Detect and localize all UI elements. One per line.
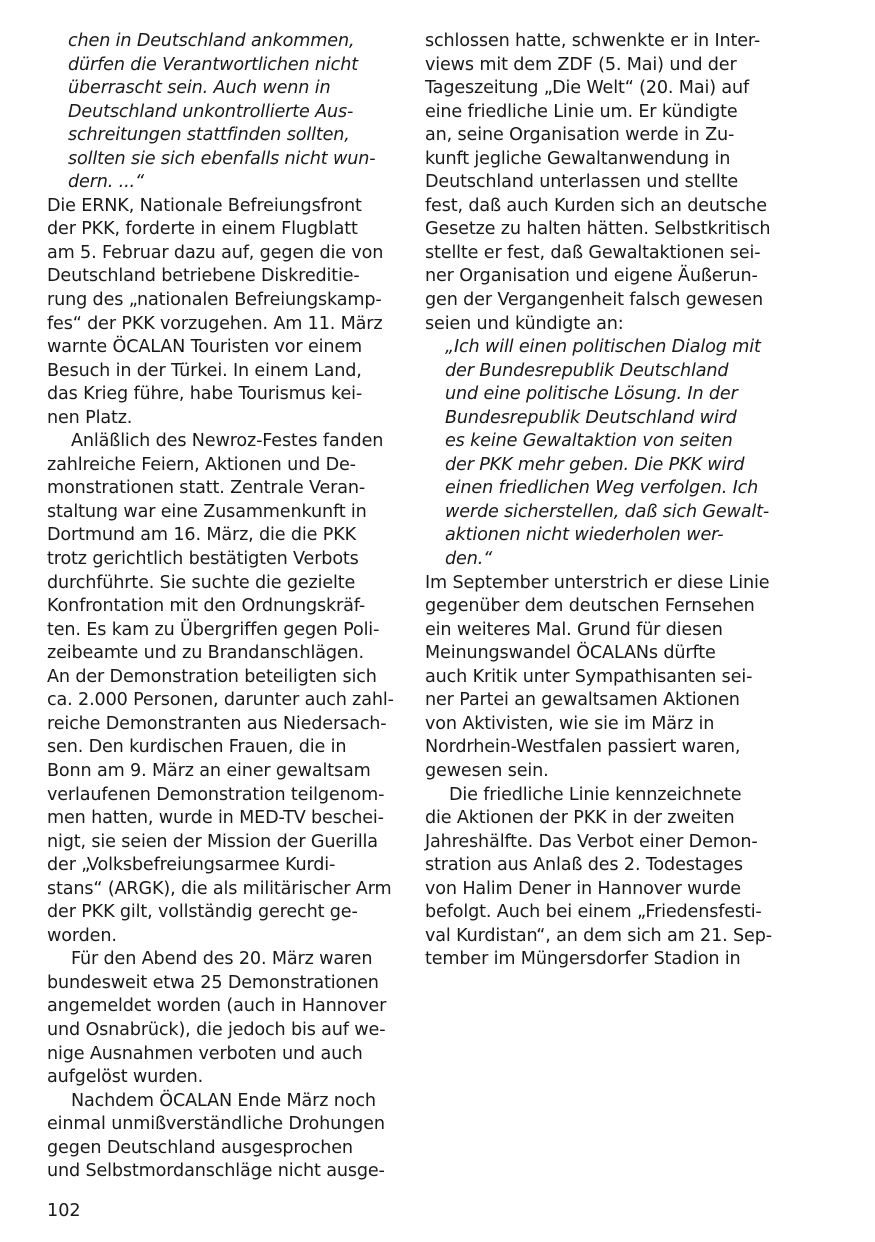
- right-quote-line: werde sicherstellen, daß sich Gewalt-: [445, 501, 770, 522]
- text-line: Im September unterstrich er diese Linie: [425, 572, 770, 593]
- text-line: Gesetze zu halten hätten. Selbstkritisch: [425, 219, 771, 240]
- text-line: val Kurdistan“, an dem sich am 21. Sep-: [425, 925, 772, 946]
- text-line: warnte ÖCALAN Touristen vor einem: [47, 337, 363, 358]
- right-paragraph-peaceful-line: [425, 784, 775, 972]
- text-line: fes“ der PKK vorzugehen. Am 11. März: [47, 313, 383, 334]
- text-line: ten. Es kam zu Übergriffen gegen Poli-: [47, 619, 380, 640]
- text-line: Dortmund am 16. März, die die PKK: [47, 525, 357, 546]
- text-line: Deutschland unterlassen und stellte: [425, 172, 739, 193]
- text-line: Deutschland betriebene Diskreditie-: [47, 266, 360, 287]
- text-line: stration aus Anlaß des 2. Todestages: [425, 855, 743, 876]
- text-line: gen der Vergangenheit falsch gewesen: [425, 290, 763, 311]
- text-line: An der Demonstration beteiligten sich: [47, 666, 377, 687]
- text-line: am 5. Februar dazu auf, gegen die von: [47, 242, 384, 263]
- left-quote-line: Deutschland unkontrollierte Aus-: [68, 101, 354, 122]
- text-line: der „Volksbefreiungsarmee Kurdi-: [47, 855, 336, 876]
- text-line: gegen Deutschland ausgesprochen: [47, 1137, 353, 1158]
- left-quote-line: chen in Deutschland ankommen,: [68, 31, 355, 51]
- text-line: aufgelöst wurden.: [47, 1067, 204, 1088]
- left-quote-line: sollten sie sich ebenfalls nicht wun-: [68, 148, 376, 169]
- right-quote-line: und eine politische Lösung. In der: [445, 384, 738, 405]
- text-line: einmal unmißverständliche Drohungen: [47, 1114, 385, 1135]
- text-line: seien und kündigte an:: [425, 313, 624, 334]
- text-line: verlaufenen Demonstration teilgenom-: [47, 784, 385, 805]
- text-line: befolgt. Auch bei einem „Friedensfesti-: [425, 902, 762, 923]
- text-line: der PKK, forderte in einem Flugblatt: [47, 219, 358, 240]
- text-line: an, seine Organisation werde in Zu-: [425, 125, 735, 146]
- text-line: auch Kritik unter Sympathisanten sei-: [425, 666, 753, 687]
- right-column: [425, 30, 775, 972]
- left-quote-line: dern. ...“: [68, 172, 144, 193]
- text-line: Meinungswandel ÖCALANs dürfte: [425, 643, 716, 664]
- text-line: kunft jegliche Gewaltanwendung in: [425, 148, 731, 169]
- text-line: durchführte. Sie suchte die gezielte: [47, 572, 356, 593]
- text-line: views mit dem ZDF (5. Mai) und der: [425, 54, 737, 75]
- left-quote-line: schreitungen stattfinden sollten,: [68, 125, 350, 146]
- text-line: nige Ausnahmen verboten und auch: [47, 1043, 363, 1064]
- text-line: angemeldet worden (auch in Hannover: [47, 996, 387, 1017]
- right-paragraph-intro: [425, 30, 775, 336]
- text-line: und Selbstmordanschläge nicht ausge-: [47, 1161, 385, 1182]
- text-line: Jahreshälfte. Das Verbot einer Demon-: [425, 831, 758, 852]
- left-quote-line: dürfen die Verantwortlichen nicht: [68, 54, 358, 75]
- right-quote-line: der PKK mehr geben. Die PKK wird: [445, 454, 745, 475]
- text-line: schlossen hatte, schwenkte er in Inter-: [425, 31, 761, 51]
- text-line: rung des „nationalen Befreiungskamp-: [47, 290, 382, 311]
- text-line: tember im Müngersdorfer Stadion in: [425, 949, 741, 970]
- text-line: Nachdem ÖCALAN Ende März noch: [71, 1090, 376, 1111]
- text-line: eine friedliche Linie um. Er kündigte: [425, 101, 738, 122]
- text-line: Nordrhein-Westfalen passiert waren,: [425, 737, 741, 758]
- text-line: gegenüber dem deutschen Fernsehen: [425, 596, 755, 617]
- text-line: Für den Abend des 20. März waren: [71, 949, 373, 970]
- text-line: die Aktionen der PKK in der zweiten: [425, 808, 735, 829]
- left-paragraph-demonstrations: [47, 948, 395, 1089]
- text-line: ner Organisation und eigene Äußerun-: [425, 266, 758, 287]
- page-number: 102: [47, 1201, 81, 1221]
- text-line: trotz gerichtlich bestätigten Verbots: [47, 549, 359, 570]
- text-line: sen. Den kurdischen Frauen, die in: [47, 737, 347, 758]
- text-line: worden.: [47, 925, 117, 946]
- right-quote-line: aktionen nicht wiederholen wer-: [445, 525, 724, 546]
- text-line: ein weiteres Mal. Grund für diesen: [425, 619, 723, 640]
- text-line: ner Partei an gewaltsamen Aktionen: [425, 690, 740, 711]
- text-line: von Halim Dener in Hannover wurde: [425, 878, 741, 899]
- left-paragraph-newroz: [47, 430, 395, 948]
- left-quote-line: überrascht sein. Auch wenn in: [68, 78, 331, 99]
- text-line: Bonn am 9. März an einer gewaltsam: [47, 760, 371, 781]
- text-line: bundesweit etwa 25 Demonstrationen: [47, 972, 379, 993]
- text-line: staltung war eine Zusammenkunft in: [47, 501, 367, 522]
- text-line: der PKK gilt, vollständig gerecht ge-: [47, 902, 358, 923]
- left-paragraph-ocalan: [47, 1090, 395, 1184]
- text-line: men hatten, wurde in MED-TV beschei-: [47, 808, 384, 829]
- text-line: Die ERNK, Nationale Befreiungsfront: [47, 195, 362, 216]
- text-line: und Osnabrück), die jedoch bis auf we-: [47, 1019, 386, 1040]
- text-line: Anläßlich des Newroz-Festes fanden: [71, 431, 384, 452]
- right-quote-line: den.“: [445, 549, 493, 570]
- right-quote-line: „Ich will einen politischen Dialog mit: [445, 337, 761, 358]
- right-quote-line: der Bundesrepublik Deutschland: [445, 360, 729, 381]
- text-line: reiche Demonstranten aus Niedersach-: [47, 713, 387, 734]
- text-line: nigt, sie seien der Mission der Guerilla: [47, 831, 378, 852]
- text-line: Tageszeitung „Die Welt“ (20. Mai) auf: [425, 78, 750, 99]
- text-line: das Krieg führe, habe Tourismus kei-: [47, 384, 363, 405]
- left-paragraph-ernk: [47, 195, 395, 430]
- text-line: zeibeamte und zu Brandanschlägen.: [47, 643, 364, 664]
- left-quote-block: [47, 30, 395, 195]
- text-line: fest, daß auch Kurden sich an deutsche: [425, 195, 767, 216]
- text-line: ca. 2.000 Personen, darunter auch zahl-: [47, 690, 394, 711]
- text-line: monstrationen statt. Zentrale Veran-: [47, 478, 366, 499]
- left-column: [47, 30, 395, 1184]
- right-paragraph-september: [425, 572, 775, 784]
- right-quote-line: einen friedlichen Weg verfolgen. Ich: [445, 478, 759, 499]
- text-line: Konfrontation mit den Ordnungskräf-: [47, 596, 366, 617]
- text-line: von Aktivisten, wie sie im März in: [425, 713, 715, 734]
- text-line: zahlreiche Feiern, Aktionen und De-: [47, 454, 356, 475]
- text-line: Die friedliche Linie kennzeichnete: [449, 784, 742, 805]
- text-line: stellte er fest, daß Gewaltaktionen sei-: [425, 242, 761, 263]
- text-line: nen Platz.: [47, 407, 133, 428]
- right-quote-line: es keine Gewaltaktion von seiten: [445, 431, 733, 452]
- text-line: stans“ (ARGK), die als militärischer Arm: [47, 878, 392, 899]
- right-quote-line: Bundesrepublik Deutschland wird: [445, 407, 737, 428]
- text-line: gewesen sein.: [425, 760, 549, 781]
- right-quote-block: [425, 336, 775, 571]
- text-line: Besuch in der Türkei. In einem Land,: [47, 360, 362, 381]
